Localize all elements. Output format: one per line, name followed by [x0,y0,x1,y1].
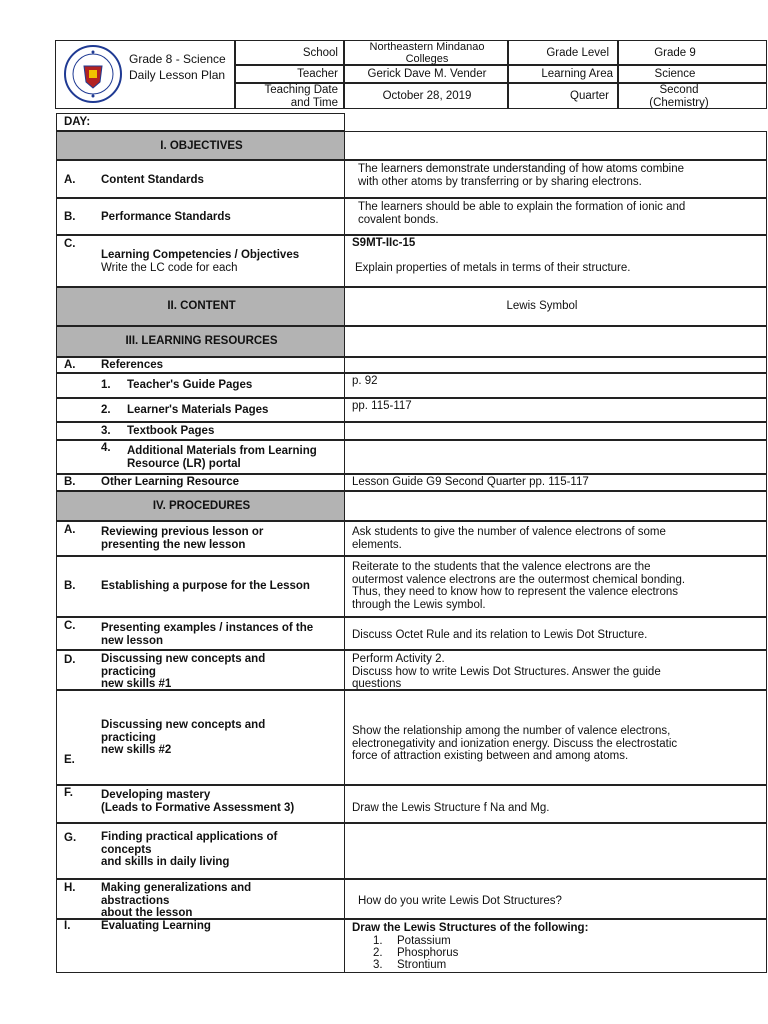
performance-standards-row [56,198,345,235]
other-resource-letter: B. [64,476,76,488]
procedure-b-row [56,556,345,617]
school-seal-logo [62,44,124,104]
objectives-heading: I. OBJECTIVES [160,140,243,152]
area-label-cell [508,65,618,83]
textbook-value-cell [344,422,767,440]
learners-materials-value-cell [344,398,767,422]
teacher-value-cell [344,65,508,83]
procedure-d-label: Discussing new concepts and practicing new skills #1 [101,653,266,690]
learning-area-value: Science [654,68,696,80]
learners-materials-num: 2. [101,404,111,416]
header-title-line1: Grade 8 - Science [129,52,226,66]
procedure-b-label: Establishing a purpose for the Lesson [101,580,310,592]
evaluation-item-num: 3. [373,959,383,971]
quarter-value-cell [618,83,767,109]
quarter-label-cell [508,83,618,109]
procedure-c-value-cell [344,617,767,650]
competencies-code: S9MT-IIc-15 [352,237,416,249]
learners-materials-value: pp. 115-117 [352,400,412,412]
school-label: School [302,47,338,59]
content-standards-label: Content Standards [101,174,204,186]
teachers-guide-value: p. 92 [352,375,378,387]
procedure-h-value: How do you write Lewis Dot Structures? [358,895,562,907]
learning-area-label: Learning Area [541,68,613,80]
additional-materials-value-cell [344,440,767,474]
competencies-sublabel: Write the LC code for each [101,262,238,274]
content-standards-letter: A. [64,174,76,186]
performance-standards-label: Performance Standards [101,211,231,223]
procedure-c-letter: C. [64,620,76,632]
procedure-e-label: Discussing new concepts and practicing new skills #2 [101,719,266,756]
evaluation-item-num: 2. [373,947,383,959]
procedure-i-row [56,919,345,973]
day-label: DAY: [64,116,91,128]
content-standards-row [56,160,345,198]
performance-standards-value: The learners should be able to explain the formation of ionic and covalent bonds. [358,201,686,226]
references-value-cell [344,357,767,373]
resources-value-cell [344,326,767,357]
textbook-label: Textbook Pages [127,425,215,437]
teacher-label: Teacher [297,68,338,80]
procedure-c-row [56,617,345,650]
teacher-label-cell [235,65,344,83]
day-row [56,113,345,131]
procedure-f-value: Draw the Lewis Structure f Na and Mg. [352,802,550,814]
evaluation-item-num: 1. [373,935,383,947]
procedure-a-label: Reviewing previous lesson or presenting the new lesson [101,526,264,551]
procedures-heading: IV. PROCEDURES [152,500,251,512]
procedure-i-label: Evaluating Learning [101,920,211,932]
other-resource-value: Lesson Guide G9 Second Quarter pp. 115-117 [352,476,589,488]
procedure-e-value-cell [344,690,767,785]
competencies-value-cell [344,235,767,287]
header-title-line2: Daily Lesson Plan [129,68,226,82]
content-value: Lewis Symbol [506,300,578,312]
references-row [56,357,345,373]
school-value: Northeastern Mindanao Colleges [369,41,485,65]
performance-standards-value-cell [344,198,767,235]
grade-value-cell [618,40,767,65]
procedure-g-value-cell [344,823,767,879]
procedure-d-value: Perform Activity 2. Discuss how to write Lewis Dot Structures. Answer the guide questions [352,653,661,690]
school-label-cell [235,40,344,65]
evaluation-item: Phosphorus [397,947,459,959]
content-heading-cell [56,287,345,326]
quarter-label: Quarter [570,90,609,102]
procedure-h-letter: H. [64,882,76,894]
evaluation-item: Potassium [397,935,451,947]
grade-label-cell [508,40,618,65]
procedure-e-letter: E. [64,754,75,766]
content-value-cell [344,287,767,326]
procedure-h-value-cell [344,879,767,919]
textbook-row [56,422,345,440]
competencies-row [56,235,345,287]
other-resource-value-cell [344,474,767,491]
procedure-b-value-cell [344,556,767,617]
procedure-g-label: Finding practical applications of concepts and skills in daily living [101,831,278,868]
additional-materials-label: Additional Materials from Learning Resource (LR) portal [127,445,317,470]
objectives-value-cell [344,131,767,160]
procedure-e-value: Show the relationship among the number of valence electrons, electronegativity and ionization energy. Discuss the electrostatic force of attraction existing between and among atoms. [352,725,678,762]
procedure-a-row [56,521,345,556]
area-value-cell [618,65,767,83]
competencies-value: Explain properties of metals in terms of their structure. [355,262,631,274]
school-value-cell [344,40,508,65]
learners-materials-label: Learner's Materials Pages [127,404,269,416]
procedure-c-value: Discuss Octet Rule and its relation to Lewis Dot Structure. [352,629,648,641]
learners-materials-row [56,398,345,422]
procedure-g-letter: G. [64,832,77,844]
evaluation-item: Strontium [397,959,447,971]
procedure-d-value-cell [344,650,767,690]
resources-heading-cell [56,326,345,357]
procedure-f-row [56,785,345,823]
textbook-num: 3. [101,425,111,437]
procedure-a-value-cell [344,521,767,556]
references-letter: A. [64,359,76,371]
objectives-heading-cell [56,131,345,160]
teachers-guide-value-cell [344,373,767,398]
procedure-i-letter: I. [64,920,71,932]
teachers-guide-row [56,373,345,398]
teacher-value: Gerick Dave M. Vender [367,68,487,80]
procedure-d-letter: D. [64,654,76,666]
grade-level-label: Grade Level [546,47,609,59]
additional-materials-row [56,440,345,474]
teaching-date-value: October 28, 2019 [382,90,472,102]
procedures-value-cell [344,491,767,521]
competencies-label: Learning Competencies / Objectives [101,249,300,261]
content-standards-value-cell [344,160,767,198]
competencies-letter: C. [64,238,76,250]
teachers-guide-num: 1. [101,379,111,391]
other-resource-row [56,474,345,491]
resources-heading: III. LEARNING RESOURCES [125,335,278,347]
procedure-c-label: Presenting examples / instances of the new lesson [101,622,314,647]
procedure-h-row [56,879,345,919]
performance-standards-letter: B. [64,211,76,223]
procedures-heading-cell [56,491,345,521]
references-label: References [101,359,164,371]
procedure-g-row [56,823,345,879]
other-resource-label: Other Learning Resource [101,476,240,488]
procedure-i-value-cell [344,919,767,973]
procedure-b-value: Reiterate to the students that the valence electrons are the outermost valence electrons are the outermost chemical bonding. Thus, they need to know how to represent the valence electrons through the Lewis symbol. [352,561,686,611]
procedure-a-value: Ask students to give the number of valence electrons of some elements. [352,526,666,551]
procedure-d-row [56,650,345,690]
additional-materials-num: 4. [101,442,111,454]
procedure-a-letter: A. [64,524,76,536]
teachers-guide-label: Teacher's Guide Pages [127,379,253,391]
content-heading: II. CONTENT [167,300,236,312]
procedure-h-label: Making generalizations and abstractions about the lesson [101,882,252,919]
grade-level-value: Grade 9 [654,47,696,59]
evaluation-heading: Draw the Lewis Structures of the following: [352,922,589,934]
procedure-f-letter: F. [64,787,73,799]
content-standards-value: The learners demonstrate understanding of how atoms combine with other atoms by transferring or by sharing electrons. [358,163,685,188]
procedure-e-row [56,690,345,785]
procedure-f-label: Developing mastery (Leads to Formative Assessment 3) [101,789,295,814]
quarter-value: Second (Chemistry) [649,84,709,109]
procedure-f-value-cell [344,785,767,823]
teaching-date-label: Teaching Date and Time [264,84,338,109]
procedure-b-letter: B. [64,580,76,592]
date-value-cell [344,83,508,109]
date-label-cell [235,83,344,109]
